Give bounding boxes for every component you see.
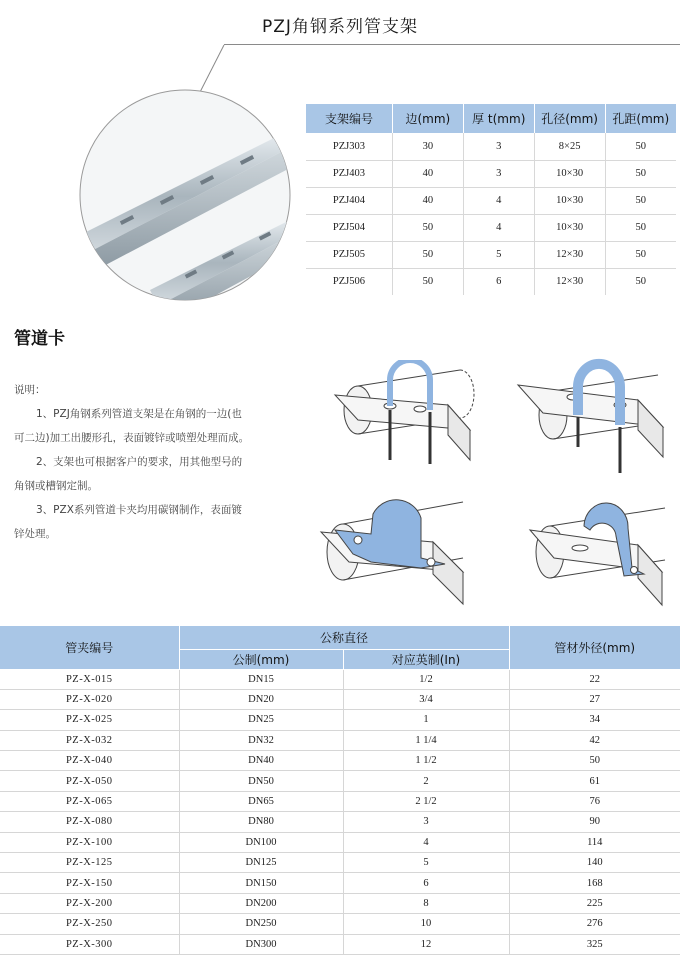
table-row	[0, 832, 680, 852]
cell: DN15	[179, 669, 343, 689]
table-row	[0, 751, 680, 771]
angle-steel-photo	[0, 40, 300, 320]
cell: 50	[509, 751, 680, 771]
cell: PZ-X-015	[0, 669, 179, 689]
cell: PZJ504	[306, 214, 392, 241]
description-paragraph: 3、PZX系列管道卡夹均用碳钢制作，表面镀锌处理。	[14, 504, 242, 540]
cell: 50	[392, 214, 463, 241]
description-block	[14, 378, 250, 546]
cell: DN300	[179, 934, 343, 954]
cell: 1/2	[343, 669, 509, 689]
cell: 10×30	[534, 187, 605, 214]
single-leg-clamp-diagram	[520, 490, 675, 610]
cell: 4	[343, 832, 509, 852]
table-row	[306, 187, 676, 214]
cell: DN150	[179, 873, 343, 893]
section-heading: 管道卡	[14, 329, 65, 349]
table-row	[0, 873, 680, 893]
col-header: 公制(mm)	[179, 649, 343, 669]
table-row	[0, 689, 680, 709]
cell: 10	[343, 914, 509, 934]
cell: 34	[509, 710, 680, 730]
cell: DN25	[179, 710, 343, 730]
cell: 114	[509, 832, 680, 852]
table-header-row	[306, 104, 676, 133]
cell: 3/4	[343, 689, 509, 709]
cell: 276	[509, 914, 680, 934]
table-row	[306, 241, 676, 268]
cell: PZ-X-125	[0, 853, 179, 873]
cell: 12×30	[534, 241, 605, 268]
cell: 76	[509, 791, 680, 811]
description-paragraph: 1、PZJ角钢系列管道支架是在角钢的一边(也可二边)加工出腰形孔，表面镀锌或喷塑处理而成。	[14, 408, 250, 444]
cell: PZ-X-020	[0, 689, 179, 709]
cell: 6	[343, 873, 509, 893]
cell: DN125	[179, 853, 343, 873]
cell: PZ-X-050	[0, 771, 179, 791]
description-paragraph: 2、支架也可根据客户的要求，用其他型号的角钢或槽钢定制。	[14, 456, 243, 492]
cell: 3	[463, 133, 534, 160]
cell: 8	[343, 893, 509, 913]
cell: DN100	[179, 832, 343, 852]
cell: DN50	[179, 771, 343, 791]
cell: 61	[509, 771, 680, 791]
cell: PZJ403	[306, 160, 392, 187]
cell: 50	[605, 241, 676, 268]
cell: PZ-X-100	[0, 832, 179, 852]
cell: 42	[509, 730, 680, 750]
cell: 90	[509, 812, 680, 832]
table-row	[0, 934, 680, 954]
clamp-table-body	[0, 669, 680, 954]
pipe-clamp-table	[0, 626, 680, 955]
cell: 50	[605, 214, 676, 241]
cell: 10×30	[534, 160, 605, 187]
u-clamp-diagram	[508, 355, 673, 475]
cell: PZJ404	[306, 187, 392, 214]
cell: PZ-X-040	[0, 751, 179, 771]
cell: DN80	[179, 812, 343, 832]
cell: 325	[509, 934, 680, 954]
col-header: 边(mm)	[392, 104, 463, 133]
cell: 225	[509, 893, 680, 913]
col-header: 支架编号	[306, 104, 392, 133]
table-row	[0, 771, 680, 791]
table-row	[0, 730, 680, 750]
cell: 30	[392, 133, 463, 160]
cell: PZ-X-300	[0, 934, 179, 954]
cell: 5	[343, 853, 509, 873]
table-row	[0, 812, 680, 832]
cell: PZ-X-150	[0, 873, 179, 893]
cell: 4	[463, 214, 534, 241]
cell: DN20	[179, 689, 343, 709]
cell: PZ-X-032	[0, 730, 179, 750]
bracket-spec-table	[306, 104, 676, 295]
cell: DN32	[179, 730, 343, 750]
cell: 2 1/2	[343, 791, 509, 811]
table-row	[0, 710, 680, 730]
table-row	[0, 669, 680, 689]
cell: 140	[509, 853, 680, 873]
cell: PZ-X-250	[0, 914, 179, 934]
saddle-clamp-diagram	[313, 482, 473, 607]
col-header: 公称直径	[179, 626, 509, 649]
description-label: 说明：	[14, 384, 46, 396]
cell: 50	[605, 160, 676, 187]
cell: 168	[509, 873, 680, 893]
cell: 1	[343, 710, 509, 730]
table-row	[306, 268, 676, 295]
cell: 22	[509, 669, 680, 689]
col-header: 管材外径(mm)	[509, 626, 680, 669]
cell: 1 1/4	[343, 730, 509, 750]
table-row	[0, 791, 680, 811]
col-header: 对应英制(In)	[343, 649, 509, 669]
cell: 40	[392, 187, 463, 214]
cell: DN40	[179, 751, 343, 771]
col-header: 厚 t(mm)	[463, 104, 534, 133]
cell: PZJ505	[306, 241, 392, 268]
table-row	[306, 160, 676, 187]
table-row	[0, 893, 680, 913]
table-row	[306, 214, 676, 241]
col-header: 孔距(mm)	[605, 104, 676, 133]
page-title: PZJ角钢系列管支架	[262, 17, 418, 37]
cell: 27	[509, 689, 680, 709]
table-header-row	[0, 626, 680, 649]
cell: PZ-X-025	[0, 710, 179, 730]
cell: 1 1/2	[343, 751, 509, 771]
cell: 4	[463, 187, 534, 214]
col-header: 管夹编号	[0, 626, 179, 669]
table-row	[306, 133, 676, 160]
cell: PZJ506	[332, 276, 365, 288]
cell: 10×30	[534, 214, 605, 241]
cell: PZ-X-200	[0, 893, 179, 913]
col-header: 孔径(mm)	[534, 104, 605, 133]
cell: 6	[463, 268, 534, 295]
cell: 3	[463, 160, 534, 187]
cell: PZ-X-065	[0, 791, 179, 811]
cell: DN200	[179, 893, 343, 913]
cell: 50	[605, 187, 676, 214]
cell: 50	[605, 133, 676, 160]
cell: PZJ303	[306, 133, 392, 160]
table-row	[0, 853, 680, 873]
cell: 50	[392, 241, 463, 268]
cell: 50	[392, 268, 463, 295]
cell: 5	[463, 241, 534, 268]
cell: 12×30	[534, 268, 605, 295]
cell: 12	[343, 934, 509, 954]
cell: PZ-X-080	[0, 812, 179, 832]
cell: 50	[605, 268, 676, 295]
cell: DN65	[179, 791, 343, 811]
table-row	[0, 914, 680, 934]
cell: 2	[343, 771, 509, 791]
u-bolt-clamp-diagram	[330, 360, 480, 470]
cell: 8×25	[534, 133, 605, 160]
cell: DN250	[179, 914, 343, 934]
cell: 40	[392, 160, 463, 187]
cell: 3	[343, 812, 509, 832]
